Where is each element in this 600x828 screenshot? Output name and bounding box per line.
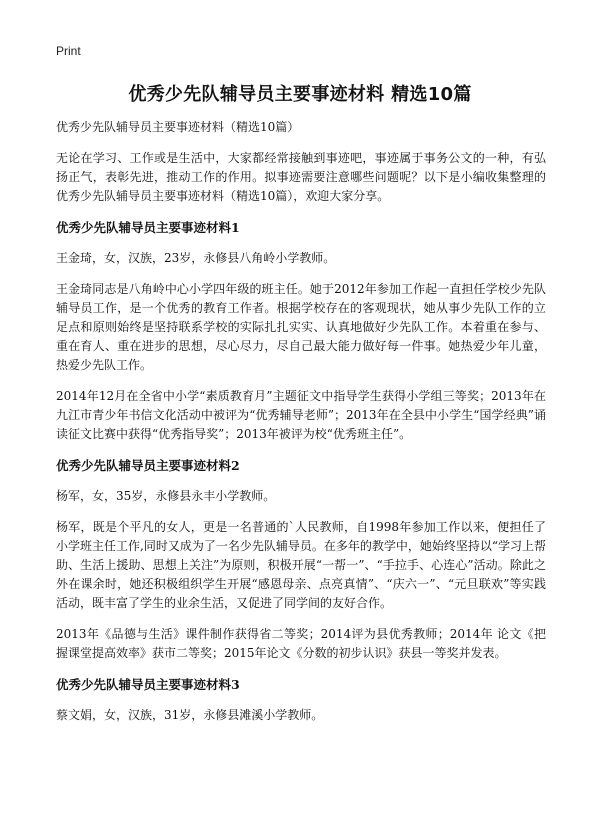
section-paragraph: 王金琦同志是八角岭中心小学四年级的班主任。她于2012年参加工作起一直担任学校少先队辅导员工作，是一个优秀的教育工作者。根据学校存在的客观现状，她从事少先队工作的立足点和原则始终是坚持联系学校的实际扎扎实实、认真地做好少先队工作。本着重在参与、重在育人、重在进步的思想，尽心尽力，尽自己最大能力做好每一件事。她热爱少年儿童，热爱少先队工作。 [56,282,546,372]
intro-paragraph: 无论在学习、工作或是生活中，大家都经常接触到事迹吧，事迹属于事务公文的一种，有弘扬正气，表彰先进，推动工作的作用。拟事迹需要注意哪些问题呢？以下是小编收集整理的优秀少先队辅导员主要事迹材料（精选10篇），欢迎大家分享。 [56,151,546,203]
section-paragraph: 2013年《品德与生活》课件制作获得省二等奖；2014评为县优秀教师；2014年 论文《把握课堂提高效率》获市二等奖；2015年论文《分数的初步认识》获县一等奖并发表。 [56,627,546,660]
document-body [56,118,546,737]
section-paragraph: 杨军，女，35岁，永修县永丰小学教师。 [56,489,276,503]
section-paragraph: 蔡文娟，女，汉族，31岁，永修县滩溪小学教师。 [56,708,324,722]
section-paragraph: 杨军，既是个平凡的女人，更是一名普通的`人民教师，自1998年参加工作以来，便担任了小学班主任工作,同时又成为了一名少先队辅导员。在多年的教学中，她始终坚持以“学习上帮助、生活上援助、思想上关注”为原则，积极开展“一帮一”、“手拉手、心连心”活动。除此之外在课余时，她还积极组织学生开展“感恩母亲、点亮真情”、“庆六一”、“元旦联欢”等实践活动，既丰富了学生的业余生活，又促进了同学间的友好合作。 [56,520,546,610]
document-title: 优秀少先队辅导员主要事迹材料 精选10篇 [128,84,472,105]
section-paragraph: 2014年12月在全省中小学“素质教育月”主题征文中指导学生获得小学组三等奖；2013年在九江市青少年书信文化活动中被评为“优秀辅导老师”；2013年在全县中小学生“国学经典”诵读征文比赛中获得“优秀指导奖”；2013年被评为校“优秀班主任”。 [56,389,546,441]
section-heading: 优秀少先队辅导员主要事迹材料2 [56,458,240,473]
document-subtitle: 优秀少先队辅导员主要事迹材料（精选10篇） [56,120,300,134]
print-link[interactable]: Print [56,44,81,58]
section-paragraph: 王金琦，女，汉族，23岁，永修县八角岭小学教师。 [56,251,336,265]
section-heading: 优秀少先队辅导员主要事迹材料1 [56,220,240,235]
section-heading: 优秀少先队辅导员主要事迹材料3 [56,677,240,692]
